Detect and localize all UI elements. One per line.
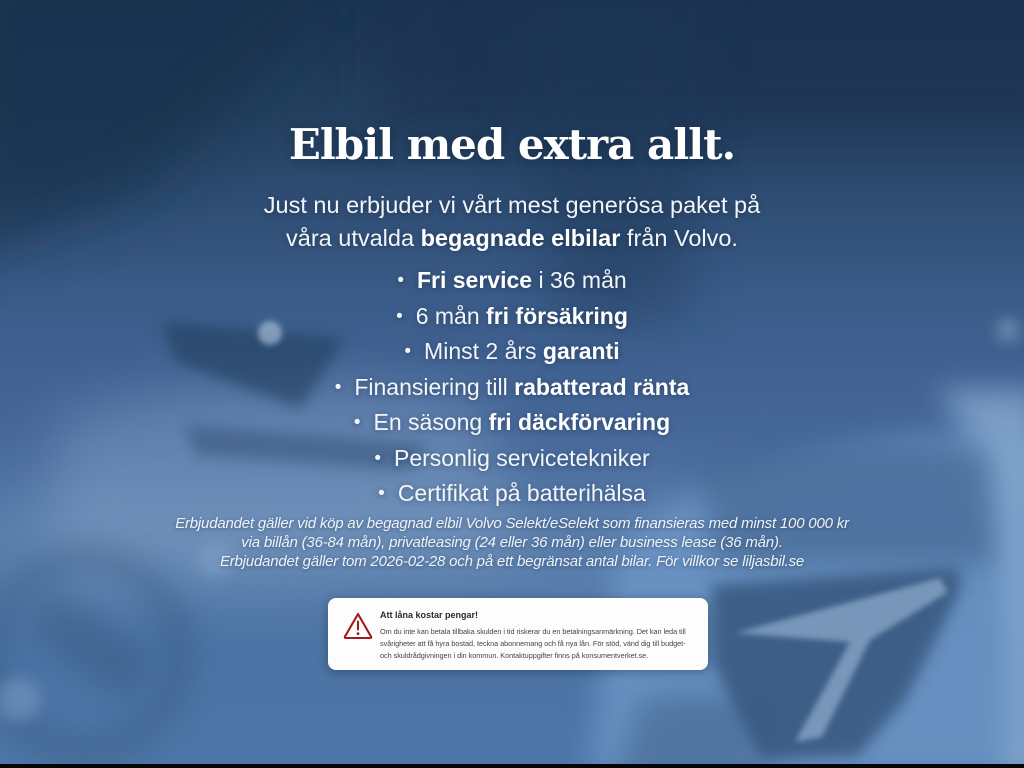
offer-list bbox=[0, 263, 1024, 512]
bullet-icon: • bbox=[353, 412, 361, 433]
fine-print-line1: Erbjudandet gäller vid köp av begagnad elbil Volvo Selekt/eSelekt som finansieras med minst 100 000 kr bbox=[175, 515, 849, 532]
loan-warning-box bbox=[328, 598, 708, 670]
subtitle-highlight: begagnade elbilar bbox=[420, 225, 621, 251]
offer-item: • En säsong fri däckförvaring bbox=[0, 405, 1024, 441]
poster-title: Elbil med extra allt. bbox=[288, 120, 736, 169]
offer-item: • Personlig servicetekniker bbox=[0, 441, 1024, 477]
bullet-icon: • bbox=[378, 483, 385, 504]
bullet-icon: • bbox=[397, 270, 404, 291]
bullet-icon: • bbox=[404, 341, 412, 362]
bullet-icon: • bbox=[396, 305, 403, 327]
fine-print bbox=[0, 514, 1024, 571]
fine-print-line2: via billån (36-84 mån), privatleasing (24 eller 36 mån) eller business lease (36 mån). bbox=[241, 534, 783, 551]
offer-item: • Minst 2 års garanti bbox=[0, 334, 1024, 370]
subtitle-line2: våra utvalda begagnade elbilar från Volvo. bbox=[286, 225, 738, 251]
warning-title: Att låna kostar pengar! bbox=[380, 610, 479, 620]
bullet-icon: • bbox=[374, 447, 381, 469]
poster-subtitle bbox=[0, 189, 1024, 255]
subtitle-line1: Just nu erbjuder vi vårt mest generösa paket på bbox=[263, 192, 761, 218]
warning-triangle-icon bbox=[342, 611, 374, 641]
bottom-black-bar bbox=[0, 764, 1024, 768]
warning-body: Om du inte kan betala tillbaka skulden i tid riskerar du en betalningsanmärkning. Det kan leda till svårigheter att få hyra bostad, teckna abonnemang och få nya lån. För stöd, vänd dig till budget- och skuldrådgivningen i din kommun. Kontaktuppgifter finns på konsumentverket.se. bbox=[380, 627, 686, 660]
fine-print-line3: Erbjudandet gäller tom 2026-02-28 och på ett begränsat antal bilar. För villkor se liljasbil.se bbox=[219, 553, 805, 570]
offer-item: • Fri service i 36 mån bbox=[0, 263, 1024, 299]
offer-item: • Certifikat på batterihälsa bbox=[0, 476, 1024, 512]
bullet-icon: • bbox=[334, 376, 342, 398]
offer-item: • Finansiering till rabatterad ränta bbox=[0, 370, 1024, 406]
offer-item: • 6 mån fri försäkring bbox=[0, 299, 1024, 335]
